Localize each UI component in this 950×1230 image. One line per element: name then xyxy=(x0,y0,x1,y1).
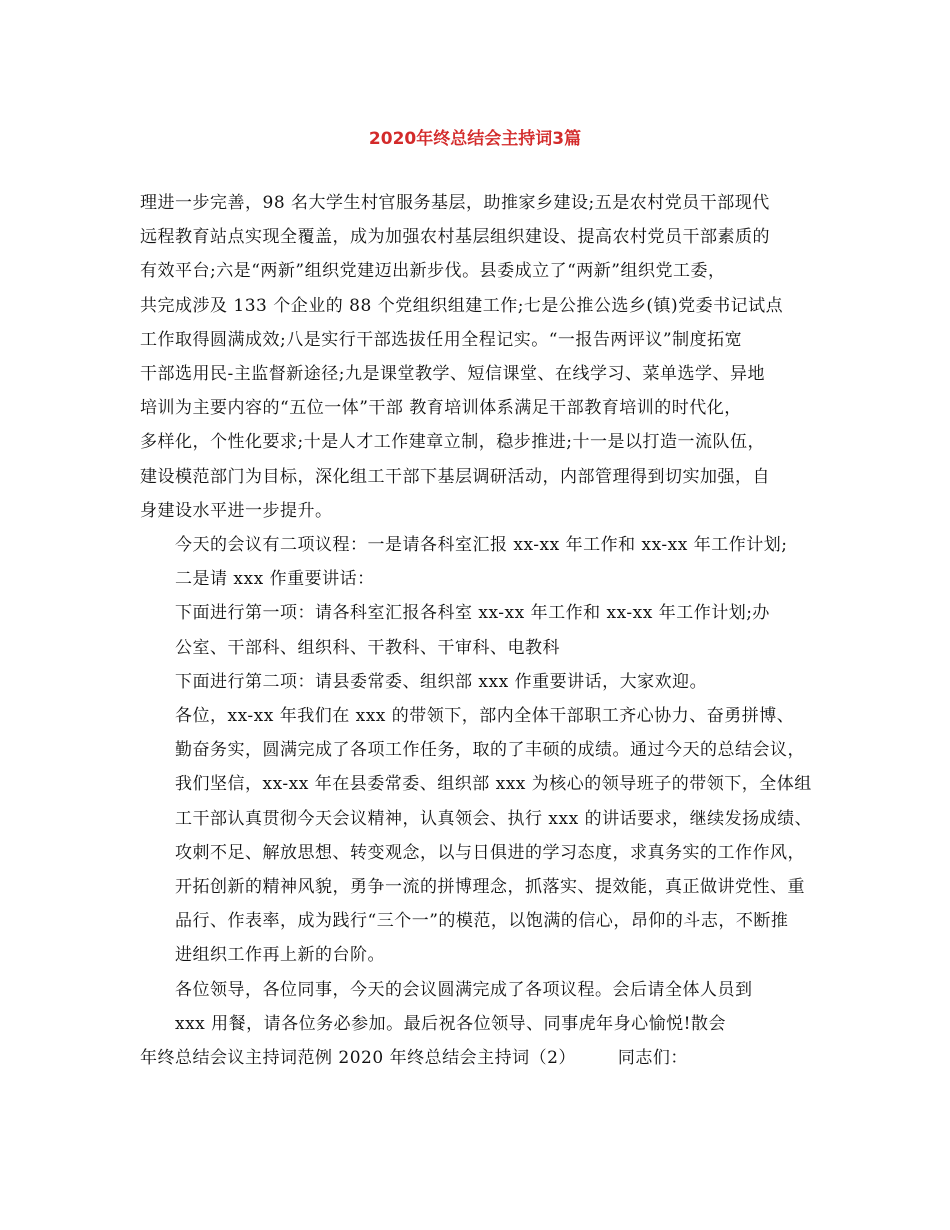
text-line: 开拓创新的精神风貌，勇争一流的拼博理念，抓落实、提效能，真正做讲党性、重 xyxy=(175,877,805,898)
salutation: 同志们： xyxy=(617,1048,688,1069)
text-line: 干部选用民-主监督新途径;九是课堂教学、短信课堂、在线学习、菜单选学、异地 xyxy=(140,364,765,385)
paragraph xyxy=(140,699,830,973)
text-line: 二是请 xxx 作重要讲话： xyxy=(175,569,375,590)
text-line: 培训为主要内容的“五位一体”干部 教育培训体系满足干部教育培训的时代化， xyxy=(140,398,742,419)
text-line: xxx 用餐，请各位务必参加。最后祝各位领导、同事虎年身心愉悦!散会 xyxy=(175,1013,726,1034)
paragraph xyxy=(140,973,830,1041)
paragraph xyxy=(140,186,830,528)
text-line: 我们坚信，xx-xx 年在县委常委、组织部 xxx 为核心的领导班子的带领下，全体组 xyxy=(175,774,812,795)
document-title: 2020年终总结会主持词3篇 xyxy=(368,129,582,149)
text-line: 公室、干部科、组织科、干教科、干审科、电教科 xyxy=(175,637,560,658)
text-line: 勤奋务实，圆满完成了各项工作任务，取的了丰硕的成绩。通过今天的总结会议， xyxy=(175,740,805,761)
text-line: 下面进行第二项：请县委常委、组织部 xxx 作重要讲话，大家欢迎。 xyxy=(175,671,708,692)
text-line: 各位领导，各位同事，今天的会议圆满完成了各项议程。会后请全体人员到 xyxy=(175,979,753,1000)
text-line: 有效平台;六是“两新”组织党建迈出新步伐。县委成立了“两新”组织党工委， xyxy=(140,261,726,282)
text-line: 多样化，个性化要求;十是人才工作建章立制，稳步推进;十一是以打造一流队伍， xyxy=(140,432,765,453)
paragraph xyxy=(140,596,830,664)
text-line: 进组织工作再上新的台阶。 xyxy=(175,945,385,966)
text-line: 共完成涉及 133 个企业的 88 个党组织组建工作;七是公推公选乡(镇)党委书记试点 xyxy=(140,295,784,316)
text-line: 理进一步完善，98 名大学生村官服务基层，助推家乡建设;五是农村党员干部现代 xyxy=(140,193,770,213)
text-line: 建设模范部门为目标，深化组工干部下基层调研活动，内部管理得到切实加强，自 xyxy=(140,466,770,487)
text-line: 下面进行第一项：请各科室汇报各科室 xx-xx 年工作和 xx-xx 年工作计划;办 xyxy=(175,603,770,624)
text-line: 攻刺不足、解放思想、转变观念，以与日俱进的学习态度，求真务实的工作作风， xyxy=(175,842,805,863)
text-line: 各位，xx-xx 年我们在 xxx 的带领下，部内全体干部职工齐心协力、奋勇拼博、 xyxy=(175,706,795,727)
closing-line xyxy=(140,1041,830,1075)
text-line: 工干部认真贯彻今天会议精神，认真领会、执行 xxx 的讲话要求，继续发扬成绩、 xyxy=(175,808,813,829)
text-line: 今天的会议有二项议程：一是请各科室汇报 xx-xx 年工作和 xx-xx 年工作计划; xyxy=(175,535,788,556)
text-line: 远程教育站点实现全覆盖，成为加强农村基层组织建设、提高农村党员干部素质的 xyxy=(140,227,770,248)
text-line: 工作取得圆满成效;八是实行干部选拔任用全程记实。“一报告两评议”制度拓宽 xyxy=(140,329,743,350)
paragraph xyxy=(140,665,830,699)
paragraph xyxy=(140,528,830,596)
closing-line-heading: 年终总结会议主持词范例 2020 年终总结会主持词（2） xyxy=(140,1048,576,1069)
document-body xyxy=(140,186,830,1075)
text-line: 品行、作表率，成为践行“三个一”的模范，以饱满的信心，昂仰的斗志，不断推 xyxy=(175,911,789,932)
text-line: 身建设水平进一步提升。 xyxy=(140,500,333,521)
